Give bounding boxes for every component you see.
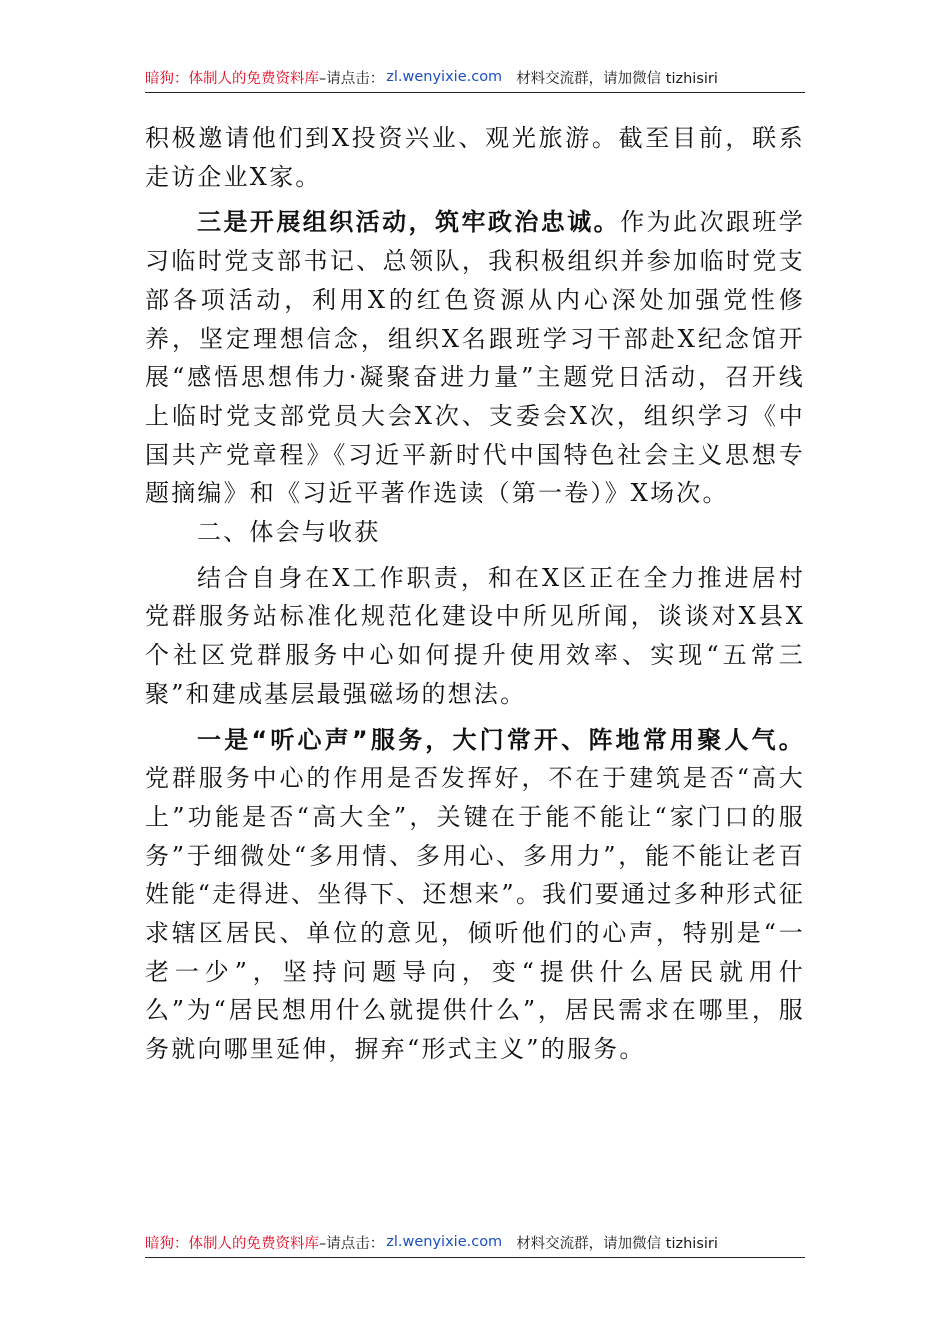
- paragraph-1: 积极邀请他们到X投资兴业、观光旅游。截至目前，联系走访企业X家。: [145, 124, 805, 191]
- banner-brand: 暗狗：体制人的免费资料库: [145, 70, 319, 87]
- paragraph-4-lead: 一是“听心声”服务，大门常开、阵地常用聚人气。: [197, 725, 805, 754]
- banner-link[interactable]: zl.wenyixie.com: [386, 69, 503, 85]
- footer-banner: [145, 1227, 805, 1258]
- document-body: [145, 119, 805, 1069]
- banner-group-text: 材料交流群，请加微信 tizhisiri: [516, 1235, 718, 1252]
- paragraph-2: [145, 203, 805, 513]
- banner-brand: 暗狗：体制人的免费资料库: [145, 1235, 319, 1252]
- banner-click-label: –请点击：: [319, 70, 385, 87]
- paragraph-4: [145, 721, 805, 1069]
- banner-click-label: –请点击：: [319, 1235, 385, 1252]
- section-heading: 二、体会与收获: [197, 518, 381, 547]
- paragraph-2-body: 作为此次跟班学习临时党支部书记、总领队，我积极组织并参加临时党支部各项活动，利用X的红色资源从内心深处加强党性修养，坚定理想信念，组织X名跟班学习干部赴X纪念馆开展“感悟思想伟力·凝聚奋进力量”主题党日活动，召开线上临时党支部党员大会X次、支委会X次，组织学习《中国共产党章程》《习近平新时代中国特色社会主义思想专题摘编》和《习近平著作选读（第一卷）》X场次。: [145, 208, 805, 508]
- paragraph-4-body: 党群服务中心的作用是否发挥好，不在于建筑是否“高大上”功能是否“高大全”，关键在于能不能让“家门口的服务”于细微处“多用情、多用心、多用力”，能不能让老百姓能“走得进、坐得下、还想来”。我们要通过多种形式征求辖区居民、单位的意见，倾听他们的心声，特别是“一老一少”，坚持问题导向，变“提供什么居民就用什么”为“居民想用什么就提供什么”，居民需求在哪里，服务就向哪里延伸，摒弃“形式主义”的服务。: [145, 764, 805, 1064]
- banner-link[interactable]: zl.wenyixie.com: [386, 1234, 503, 1250]
- paragraph-3: 结合自身在X工作职责，和在X区正在全力推进居村党群服务站标准化规范化建设中所见所闻，谈谈对X县X个社区党群服务中心如何提升使用效率、实现“五常三聚”和建成基层最强磁场的想法。: [145, 563, 805, 708]
- paragraph-2-lead: 三是开展组织活动，筑牢政治忠诚。: [197, 208, 621, 237]
- header-banner: [145, 62, 805, 93]
- banner-group-text: 材料交流群，请加微信 tizhisiri: [516, 70, 718, 87]
